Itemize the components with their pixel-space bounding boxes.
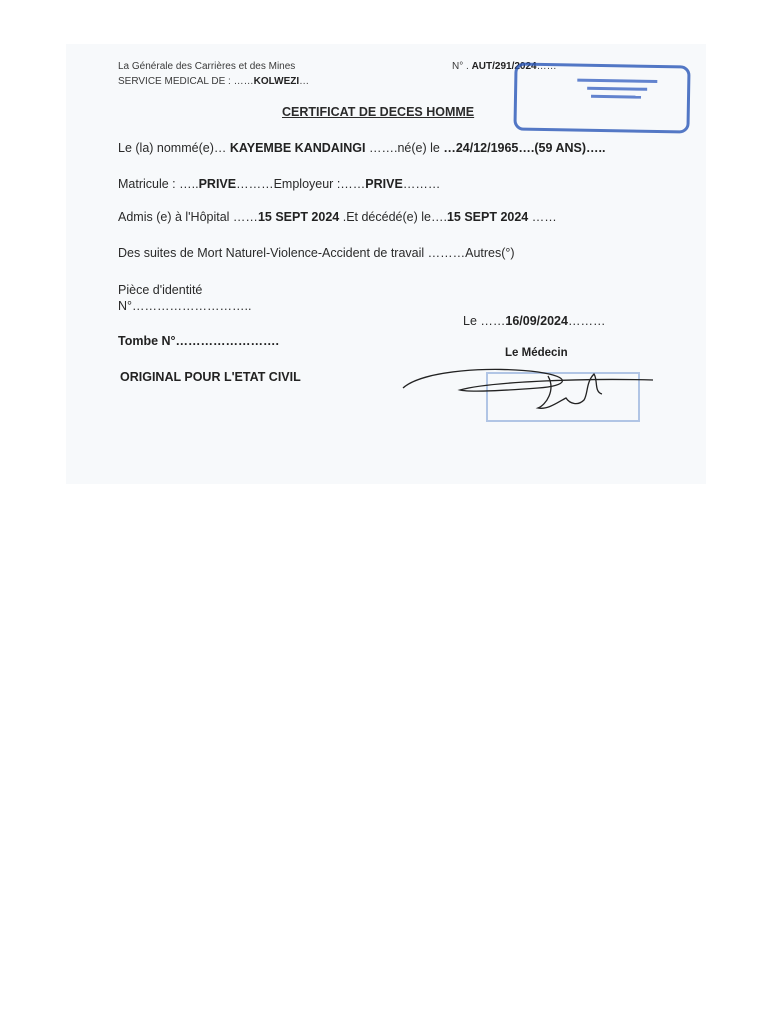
identity-document-number: N°……………………….. — [118, 299, 252, 313]
matricule-value: PRIVE — [198, 177, 237, 191]
death-date: 15 SEPT 2024 — [446, 210, 529, 224]
service-city: KOLWEZI — [253, 76, 300, 87]
signatory-label: Le Médecin — [505, 347, 568, 359]
reference-value: AUT/291/2024 — [471, 61, 537, 72]
tomb-number: Tombe N°……………………. — [118, 334, 280, 348]
document-title: CERTIFICAT DE DECES HOMME — [282, 105, 475, 119]
service-line: SERVICE MEDICAL DE : ……KOLWEZI… — [118, 76, 310, 87]
original-for-civil-status: ORIGINAL POUR L'ETAT CIVIL — [120, 370, 301, 384]
cause-of-death-line: Des suites de Mort Naturel-Violence-Accident de travail ………Autres(°) — [118, 246, 515, 260]
matricule-line: Matricule : …..PRIVE………Employeur :……PRIVE……… — [118, 177, 441, 191]
deceased-name-line: Le (la) nommé(e)… KAYEMBE KANDAINGI …….né(e) le …24/12/1965….(59 ANS)….. — [118, 141, 606, 155]
certificate-date: Le ……16/09/2024……… — [463, 314, 606, 328]
employer-value: PRIVE — [365, 177, 403, 191]
admission-line: Admis (e) à l'Hôpital ……15 SEPT 2024 .Et décédé(e) le….15 SEPT 2024 …… — [118, 210, 557, 224]
identity-document-label: Pièce d'identité — [118, 283, 203, 297]
deceased-name: KAYEMBE KANDAINGI — [229, 141, 366, 155]
official-stamp-top — [513, 62, 690, 133]
certificate-date-value: 16/09/2024 — [505, 314, 568, 328]
reference-number: N° . AUT/291/2024…… — [452, 61, 557, 72]
doctor-signature-icon — [398, 360, 658, 420]
admission-date: 15 SEPT 2024 — [257, 210, 340, 224]
birth-date: …24/12/1965….(59 ANS)….. — [443, 141, 606, 155]
organization-name: La Générale des Carrières et des Mines — [118, 61, 296, 72]
